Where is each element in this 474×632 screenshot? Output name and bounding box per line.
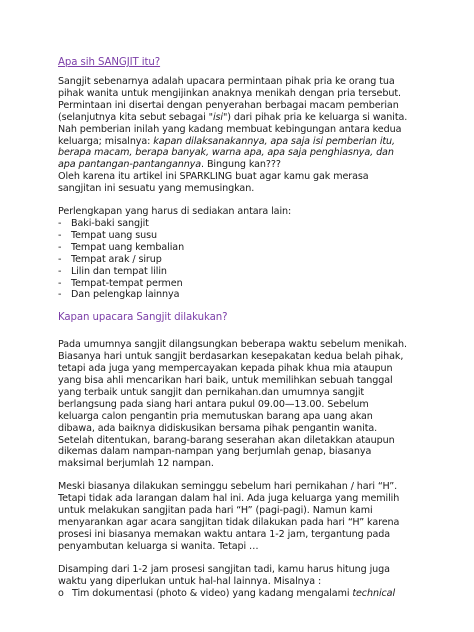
text-line: Permintaan ini disertai dengan penyerahan berbagai macam pemberian [58,99,399,111]
equipment-list [58,218,436,301]
text-line: dikemas dalam nampan-nampan yang berjumlah genap, biasanya [58,446,372,458]
text-line: yang bisa ahli mencarikan hari baik, untuk memilihkan sebuah tanggal [58,375,393,387]
text-line: Nah pemberian inilah yang kadang membuat kebingungan antara kedua [58,123,402,135]
text-line: dibawa, ada baiknya didiskusikan bersama pihak pengantin wanita. [58,422,378,434]
text-line: waktu yang diperlukan untuk hal-hal lainnya. Misalnya : [58,575,322,587]
paragraph-definition [58,76,436,195]
text-line: menyarankan agar acara sangjitan tidak dilakukan pada hari “H” karena [58,517,400,528]
text-line: tetapi ada juga yang mempercayakan kepada pihak khua mia ataupun [58,363,393,375]
text-line: untuk melakukan sangjitan pada hari “H” (pagi-pagi). Namun kami [58,505,373,517]
section-heading-kapan-sangjit: Kapan upacara Sangjit dilakukan? [58,312,228,324]
text-line: maksimal berjumlah 12 nampan. [58,458,214,470]
text-line: Disamping dari 1-2 jam prosesi sangjitan tadi, kamu harus hitung juga [58,563,390,575]
text-line: Pada umumnya sangjit dilangsungkan beberapa waktu sebelum menikah. [58,339,407,351]
text-line: Sangjit sebenarnya adalah upacara permintaan pihak pria ke orang tua [58,76,395,87]
list-item: - Tempat arak / sirup [58,253,162,265]
text-line: Biasanya hari untuk sangjit berdasarkan kesepakatan kedua belah pihak, [58,351,404,363]
text-line: (selanjutnya kita sebut sebagai "isi") dari pihak pria ke keluarga si wanita. [58,111,408,123]
text-line: Setelah ditentukan, barang-barang seserahan akan diletakkan ataupun [58,434,395,446]
list-item: - Dan pelengkap lainnya [58,289,180,301]
text-line: berapa macam, berapa banyak, warna apa, apa saja penghiasnya, dan [58,147,394,159]
paragraph-other-time [58,564,436,600]
list-item: - Tempat-tempat permen [58,277,183,289]
list-item: - Tempat uang kembalian [58,241,185,253]
list-item: - Baki-baki sangjit [58,217,149,229]
paragraph-timing [58,339,436,470]
text-line: penyambutan keluarga si wanita. Tetapi … [58,540,259,552]
list-item: - Lilin dan tempat lilin [58,265,167,277]
section-heading-apa-sih-sangjit: Apa sih SANGJIT itu? [58,57,161,68]
paragraph-recommendation [58,481,436,552]
list-item: - Tempat uang susu [58,229,157,241]
text-line: apa pantangan-pantangannya. Bingung kan??? [58,159,281,171]
bullet-item: o Tim dokumentasi (photo & video) yang kadang mengalami technical [58,587,396,599]
text-line: keluarga calon pengantin pria memutuskan barang apa uang akan [58,410,373,422]
text-line: prosesi ini biasanya memakan waktu antara 1-2 jam, tergantung pada [58,528,391,540]
text-line: keluarga; misalnya: kapan dilaksanakannya, apa saja isi pemberian itu, [58,135,395,147]
text-line: Meski biasanya dilakukan seminggu sebelum hari pernikahan / hari “H”. [58,481,398,493]
isi-term: "isi" [208,111,228,123]
text-line: pihak wanita untuk mengijinkan anaknya menikah dengan pria tersebut. [58,87,401,99]
text-line: Tetapi tidak ada larangan dalam hal ini. Ada juga keluarga yang memilih [58,493,400,505]
text-line: Oleh karena itu artikel ini SPARKLING buat agar kamu gak merasa [58,171,369,183]
text-line: yang terbaik untuk sangjit dan pernikahan.dan umumnya sangjit [58,386,365,398]
text-line: berlangsung pada siang hari antara pukul 09.00—13.00. Sebelum [58,398,369,410]
list-intro: Perlengkapan yang harus di sediakan antara lain: [58,206,292,218]
text-line: sangjitan ini sesuatu yang memusingkan. [58,183,255,195]
